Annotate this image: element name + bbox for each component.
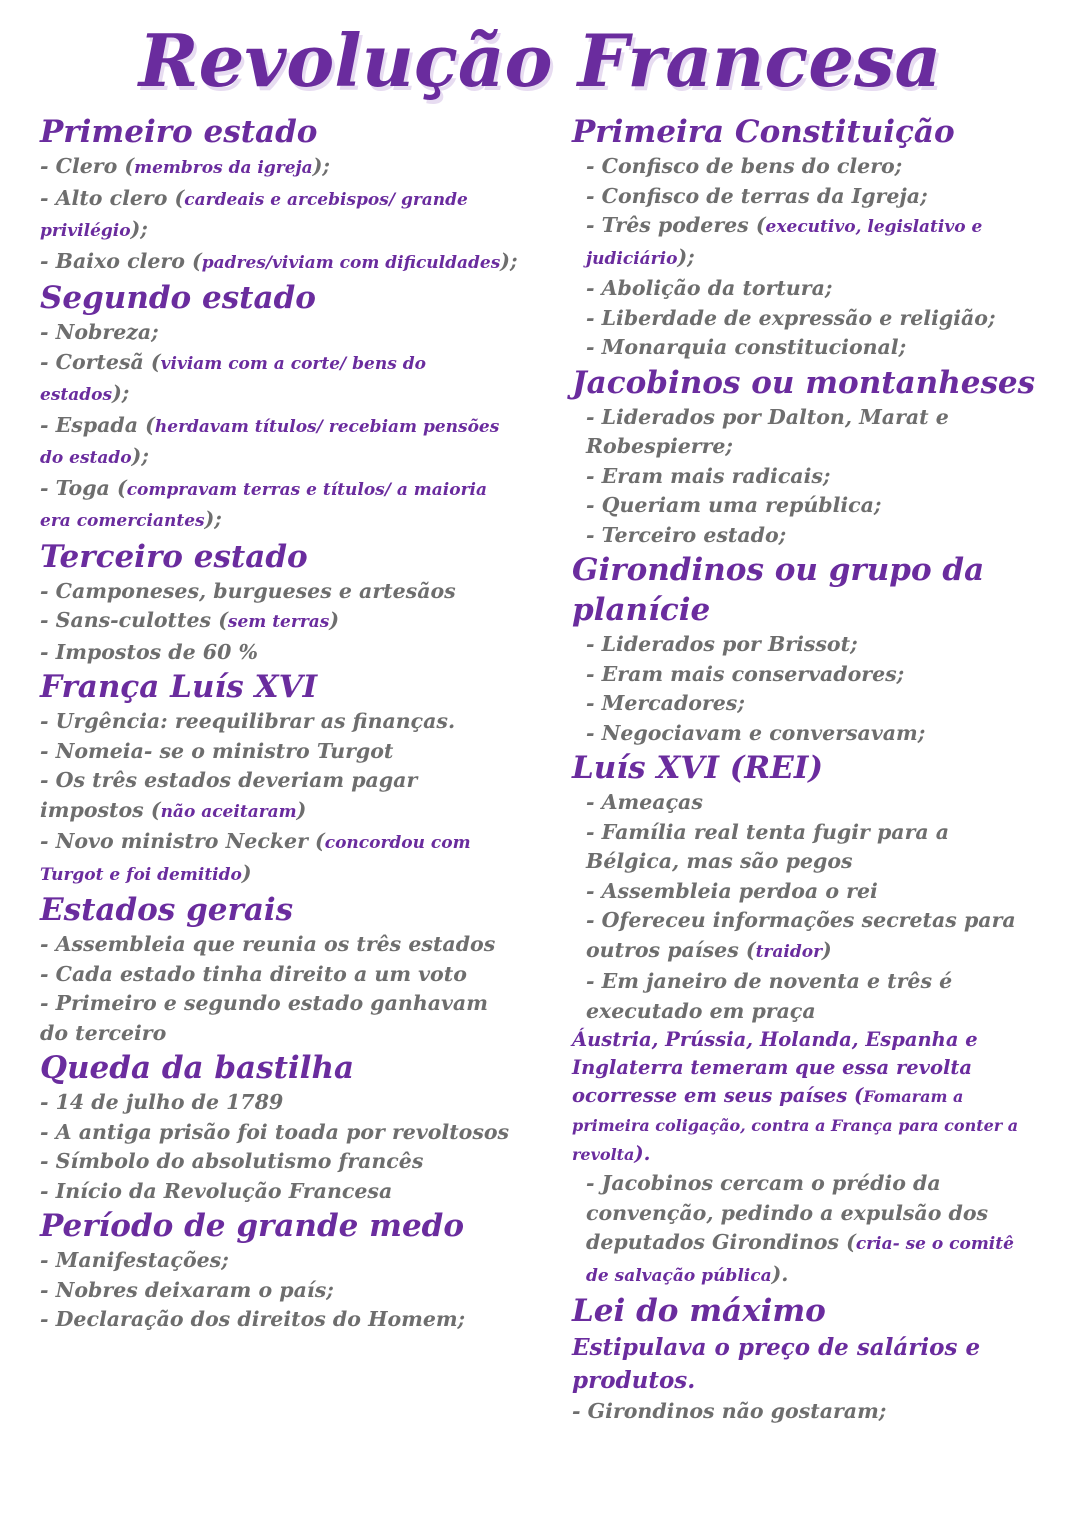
list-item: - Camponeses, burgueses e artesãos	[40, 578, 456, 603]
list-item: - Girondinos não gostaram;	[572, 1399, 887, 1423]
list-item: - Cortesã (viviam com a corte/ bens do estados);	[40, 349, 426, 405]
section-heading: Girondinos ou grupo da planície	[572, 552, 985, 628]
list-item: - Liderados por Brissot;	[586, 632, 858, 656]
list-item: - Declaração dos direitos do Homem;	[40, 1307, 466, 1331]
note-text: herdavam títulos/ recebiam pensões do estado	[40, 416, 500, 468]
list-item: - Impostos de 60 %	[40, 639, 258, 664]
list-item: - A antiga prisão foi toada por revoltosos	[40, 1119, 510, 1144]
note-text: viviam com a corte/ bens do estados	[40, 353, 426, 405]
section-grande-medo	[40, 1206, 520, 1335]
section-heading: Segundo estado	[40, 280, 316, 316]
note-text: executivo, legislativo e judiciário	[586, 217, 983, 269]
list-item: - Primeiro e segundo estado ganhavam do terceiro	[40, 991, 488, 1045]
list-item: - Negociavam e conversavam;	[586, 720, 926, 745]
list-item: - Ofereceu informações secretas para outros países (traidor)	[586, 908, 1016, 962]
note-text: Fomaram a primeira coligação, contra a França para conter a revolta	[572, 1087, 1019, 1164]
list-item: - Confisco de terras da Igreja;	[586, 183, 928, 208]
list-item: - Confisco de bens do clero;	[586, 154, 903, 178]
section-heading: Período de grande medo	[40, 1208, 465, 1244]
section-jacobinos	[572, 363, 1042, 551]
list-item: - Nobres deixaram o país;	[40, 1277, 334, 1302]
note-text: não aceitaram	[160, 801, 297, 822]
list-item: - Jacobinos cercam o prédio da convenção, pedindo a expulsão dos deputados Girondinos (cria- se o comitê de salvação pública).	[586, 1171, 1014, 1286]
list-item: - Queriam uma república;	[586, 493, 882, 517]
note-text: sem terras	[227, 612, 330, 632]
note-text: cria- se o comitê de salvação pública	[586, 1234, 1014, 1286]
section-lei-do-maximo	[572, 1291, 1042, 1427]
left-column	[40, 112, 520, 1335]
note-text: padres/viviam com dificuldades	[201, 252, 501, 273]
list-item: - Os três estados deveriam pagar impostos (não aceitaram)	[40, 768, 418, 822]
list-item: - Eram mais radicais;	[586, 463, 831, 488]
list-item: - Baixo clero (padres/viviam com dificuldades);	[40, 248, 518, 273]
list-item: - Em janeiro de noventa e três é executado em praça	[586, 969, 953, 1023]
section-heading: Primeiro estado	[40, 114, 318, 150]
list-item: - Alto clero (cardeais e arcebispos/ grande privilégio);	[40, 185, 468, 241]
list-item: - Terceiro estado;	[586, 522, 787, 547]
section-heading: Primeira Constituição	[572, 114, 955, 150]
section-luis-xvi-rei	[572, 748, 1042, 1291]
section-heading: França Luís XVI	[40, 669, 318, 705]
list-item: - Espada (herdavam títulos/ recebiam pensões do estado);	[40, 412, 500, 468]
list-item: - Mercadores;	[586, 691, 745, 715]
list-item: - 14 de julho de 1789	[40, 1090, 284, 1114]
list-item: - Ameaças	[586, 790, 703, 814]
list-item: - Liberdade de expressão e religião;	[586, 305, 996, 330]
list-item: - Novo ministro Necker (concordou com Turgot e foi demitido)	[40, 829, 471, 885]
list-item: - Família real tenta fugir para a Bélgica, mas são pegos	[586, 819, 950, 873]
note-text: cardeais e arcebispos/ grande privilégio	[40, 189, 468, 241]
list-item: - Clero (membros da igreja);	[40, 154, 330, 178]
right-column	[572, 112, 1042, 1427]
section-heading: Luís XVI (REI)	[572, 750, 823, 786]
note-text: membros da igreja	[134, 158, 313, 178]
list-item: - Nobreza;	[40, 320, 159, 344]
section-queda-da-bastilha	[40, 1048, 520, 1206]
list-item: - Urgência: reequilibrar as finanças.	[40, 709, 456, 733]
section-terceiro-estado	[40, 537, 520, 668]
list-item: - Início da Revolução Francesa	[40, 1178, 393, 1203]
list-item: - Assembleia que reunia os três estados	[40, 932, 496, 956]
note-text: concordou com Turgot e foi demitido	[40, 833, 471, 885]
list-item: - Abolição da tortura;	[586, 276, 833, 300]
list-item: - Toga (compravam terras e títulos/ a maioria era comerciantes);	[40, 475, 488, 531]
section-girondinos	[572, 550, 1042, 748]
section-heading: Terceiro estado	[40, 538, 308, 575]
note-text: compravam terras e títulos/ a maioria era comerciantes	[40, 479, 488, 531]
coalition-paragraph: Áustria, Prússia, Holanda, Espanha e Inglaterra temeram que essa revolta ocorresse em seus países (Fomaram a primeira coligação, contra a França para conter a revolta).	[572, 1028, 1019, 1165]
section-primeira-constituicao	[572, 112, 1042, 363]
note-text: traidor	[755, 941, 823, 962]
section-heading: Lei do máximo	[572, 1293, 826, 1329]
list-item: - Sans-culottes (sem terras)	[40, 608, 340, 632]
list-item: - Eram mais conservadores;	[586, 661, 905, 686]
section-franca-luis-xvi	[40, 667, 520, 890]
list-item: - Símbolo do absolutismo francês	[40, 1149, 424, 1173]
section-primeiro-estado	[40, 112, 520, 278]
section-heading: Jacobinos ou montanheses	[572, 364, 1036, 401]
section-heading: Queda da bastilha	[40, 1050, 355, 1086]
section-estados-gerais	[40, 890, 520, 1048]
list-item: - Manifestações;	[40, 1248, 229, 1272]
section-heading: Estados gerais	[40, 892, 294, 928]
page-title: Revolução Francesa	[138, 18, 942, 103]
definition-paragraph: Estipulava o preço de salários e produtos.	[572, 1334, 981, 1394]
list-item: - Cada estado tinha direito a um voto	[40, 961, 467, 986]
list-item: - Nomeia- se o ministro Turgot	[40, 738, 394, 763]
list-item: - Monarquia constitucional;	[586, 335, 907, 359]
list-item: - Três poderes (executivo, legislativo e judiciário);	[586, 213, 983, 269]
list-item: - Liderados por Dalton, Marat e Robespierre;	[586, 404, 949, 458]
section-segundo-estado	[40, 278, 520, 537]
list-item: - Assembleia perdoa o rei	[586, 878, 878, 903]
